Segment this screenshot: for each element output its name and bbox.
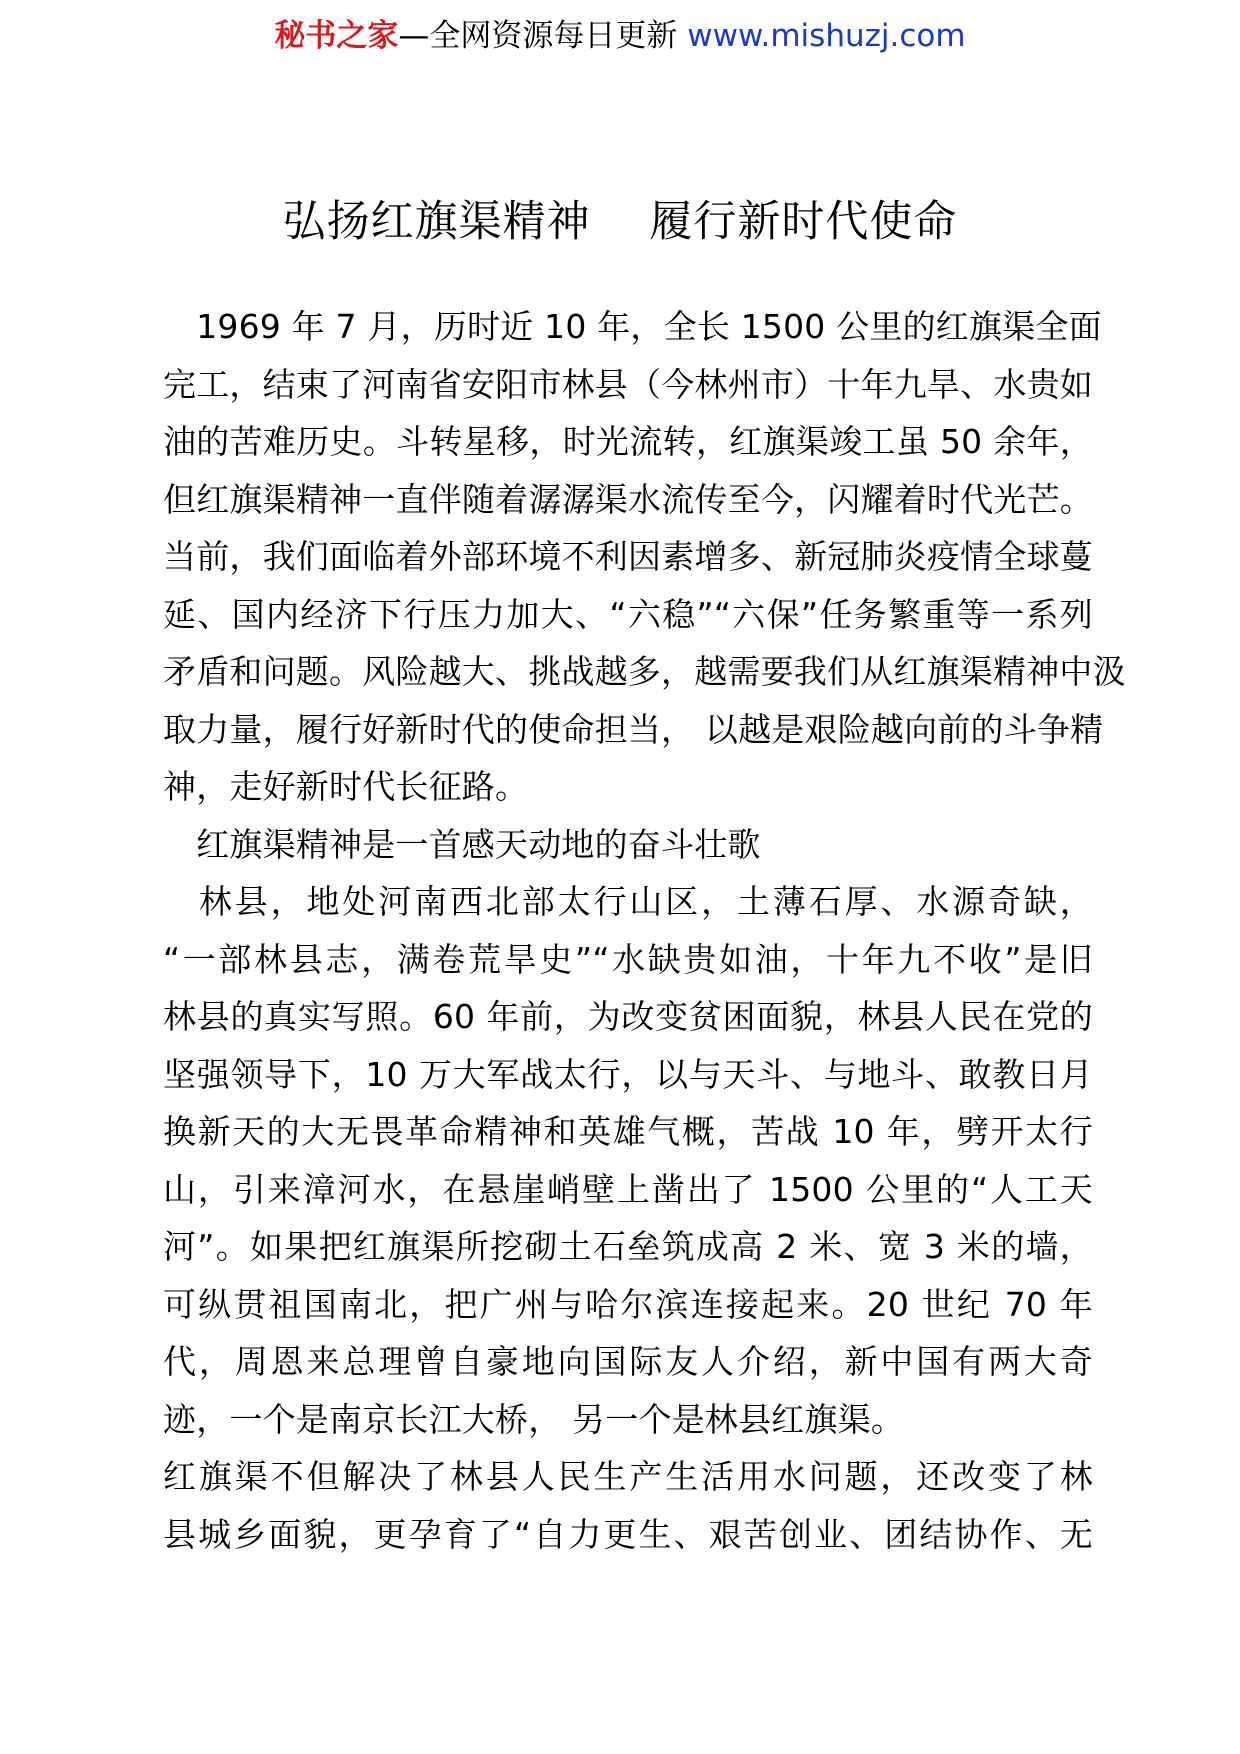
site-brand: 秘书之家 [274, 18, 399, 54]
text-line: 神，走好新时代长征路。 [163, 767, 529, 806]
text-line: 县城乡面貌，更孕育了“自力更生、艰苦创业、团结协作、无 [163, 1514, 1093, 1554]
site-tagline: —全网资源每日更新 [398, 18, 688, 54]
text-line: 取力量，履行好新时代的使命担当， 以越是艰险越向前的斗争精 [163, 709, 1104, 749]
text-line: 延、国内经济下行压力加大、“六稳”“六保”任务繁重等一系列 [163, 594, 1093, 634]
text-line: 完工，结束了河南省安阳市林县（今林州市）十年九旱、水贵如 [163, 364, 1093, 404]
text-line: 可纵贯祖国南北，把广州与哈尔滨连接起来。20 世纪 70 年 [163, 1284, 1093, 1324]
site-url-link[interactable]: www.mishuzj.com [687, 18, 966, 54]
text-line: 油的苦难历史。斗转星移，时光流转，红旗渠竣工虽 50 余年， [163, 422, 1093, 461]
text-line: “一部林县志，满卷荒旱史”“水缺贵如油，十年九不收”是旧 [163, 939, 1093, 979]
section-heading: 红旗渠精神是一首感天动地的奋斗壮歌 [163, 824, 761, 864]
text-line: 当前，我们面临着外部环境不利因素增多、新冠肺炎疫情全球蔓 [163, 537, 1093, 576]
text-line: 矛盾和问题。风险越大、挑战越多，越需要我们从红旗渠精神中汲 [163, 652, 1126, 691]
text-line: 代，周恩来总理曾自豪地向国际友人介绍，新中国有两大奇 [163, 1342, 1093, 1381]
text-line: 迹，一个是南京长江大桥， 另一个是林县红旗渠。 [163, 1399, 905, 1439]
document-body [163, 298, 1126, 1563]
text-line: 林县的真实写照。60 年前，为改变贫困面貌，林县人民在党的 [163, 997, 1093, 1036]
text-line: 1969 年 7 月，历时近 10 年，全长 1500 公里的红旗渠全面 [163, 307, 1102, 346]
document-title: 弘扬红旗渠精神 履行新时代使命 [282, 197, 958, 247]
text-line: 红旗渠不但解决了林县人民生产生活用水问题，还改变了林 [163, 1457, 1093, 1496]
text-line: 林县，地处河南西北部太行山区，土薄石厚、水源奇缺， [163, 882, 1093, 921]
text-line: 山，引来漳河水，在悬崖峭壁上凿出了 1500 公里的“人工天 [163, 1169, 1093, 1209]
site-header [0, 14, 1240, 58]
text-line: 但红旗渠精神一直伴随着潺潺渠水流传至今，闪耀着时代光芒。 [163, 479, 1093, 519]
text-line: 换新天的大无畏革命精神和英雄气概，苦战 10 年，劈开太行 [163, 1112, 1093, 1151]
text-line: 坚强领导下，10 万大军战太行，以与天斗、与地斗、敢教日月 [163, 1054, 1093, 1094]
text-line: 河”。如果把红旗渠所挖砌土石垒筑成高 2 米、宽 3 米的墙， [163, 1227, 1093, 1266]
